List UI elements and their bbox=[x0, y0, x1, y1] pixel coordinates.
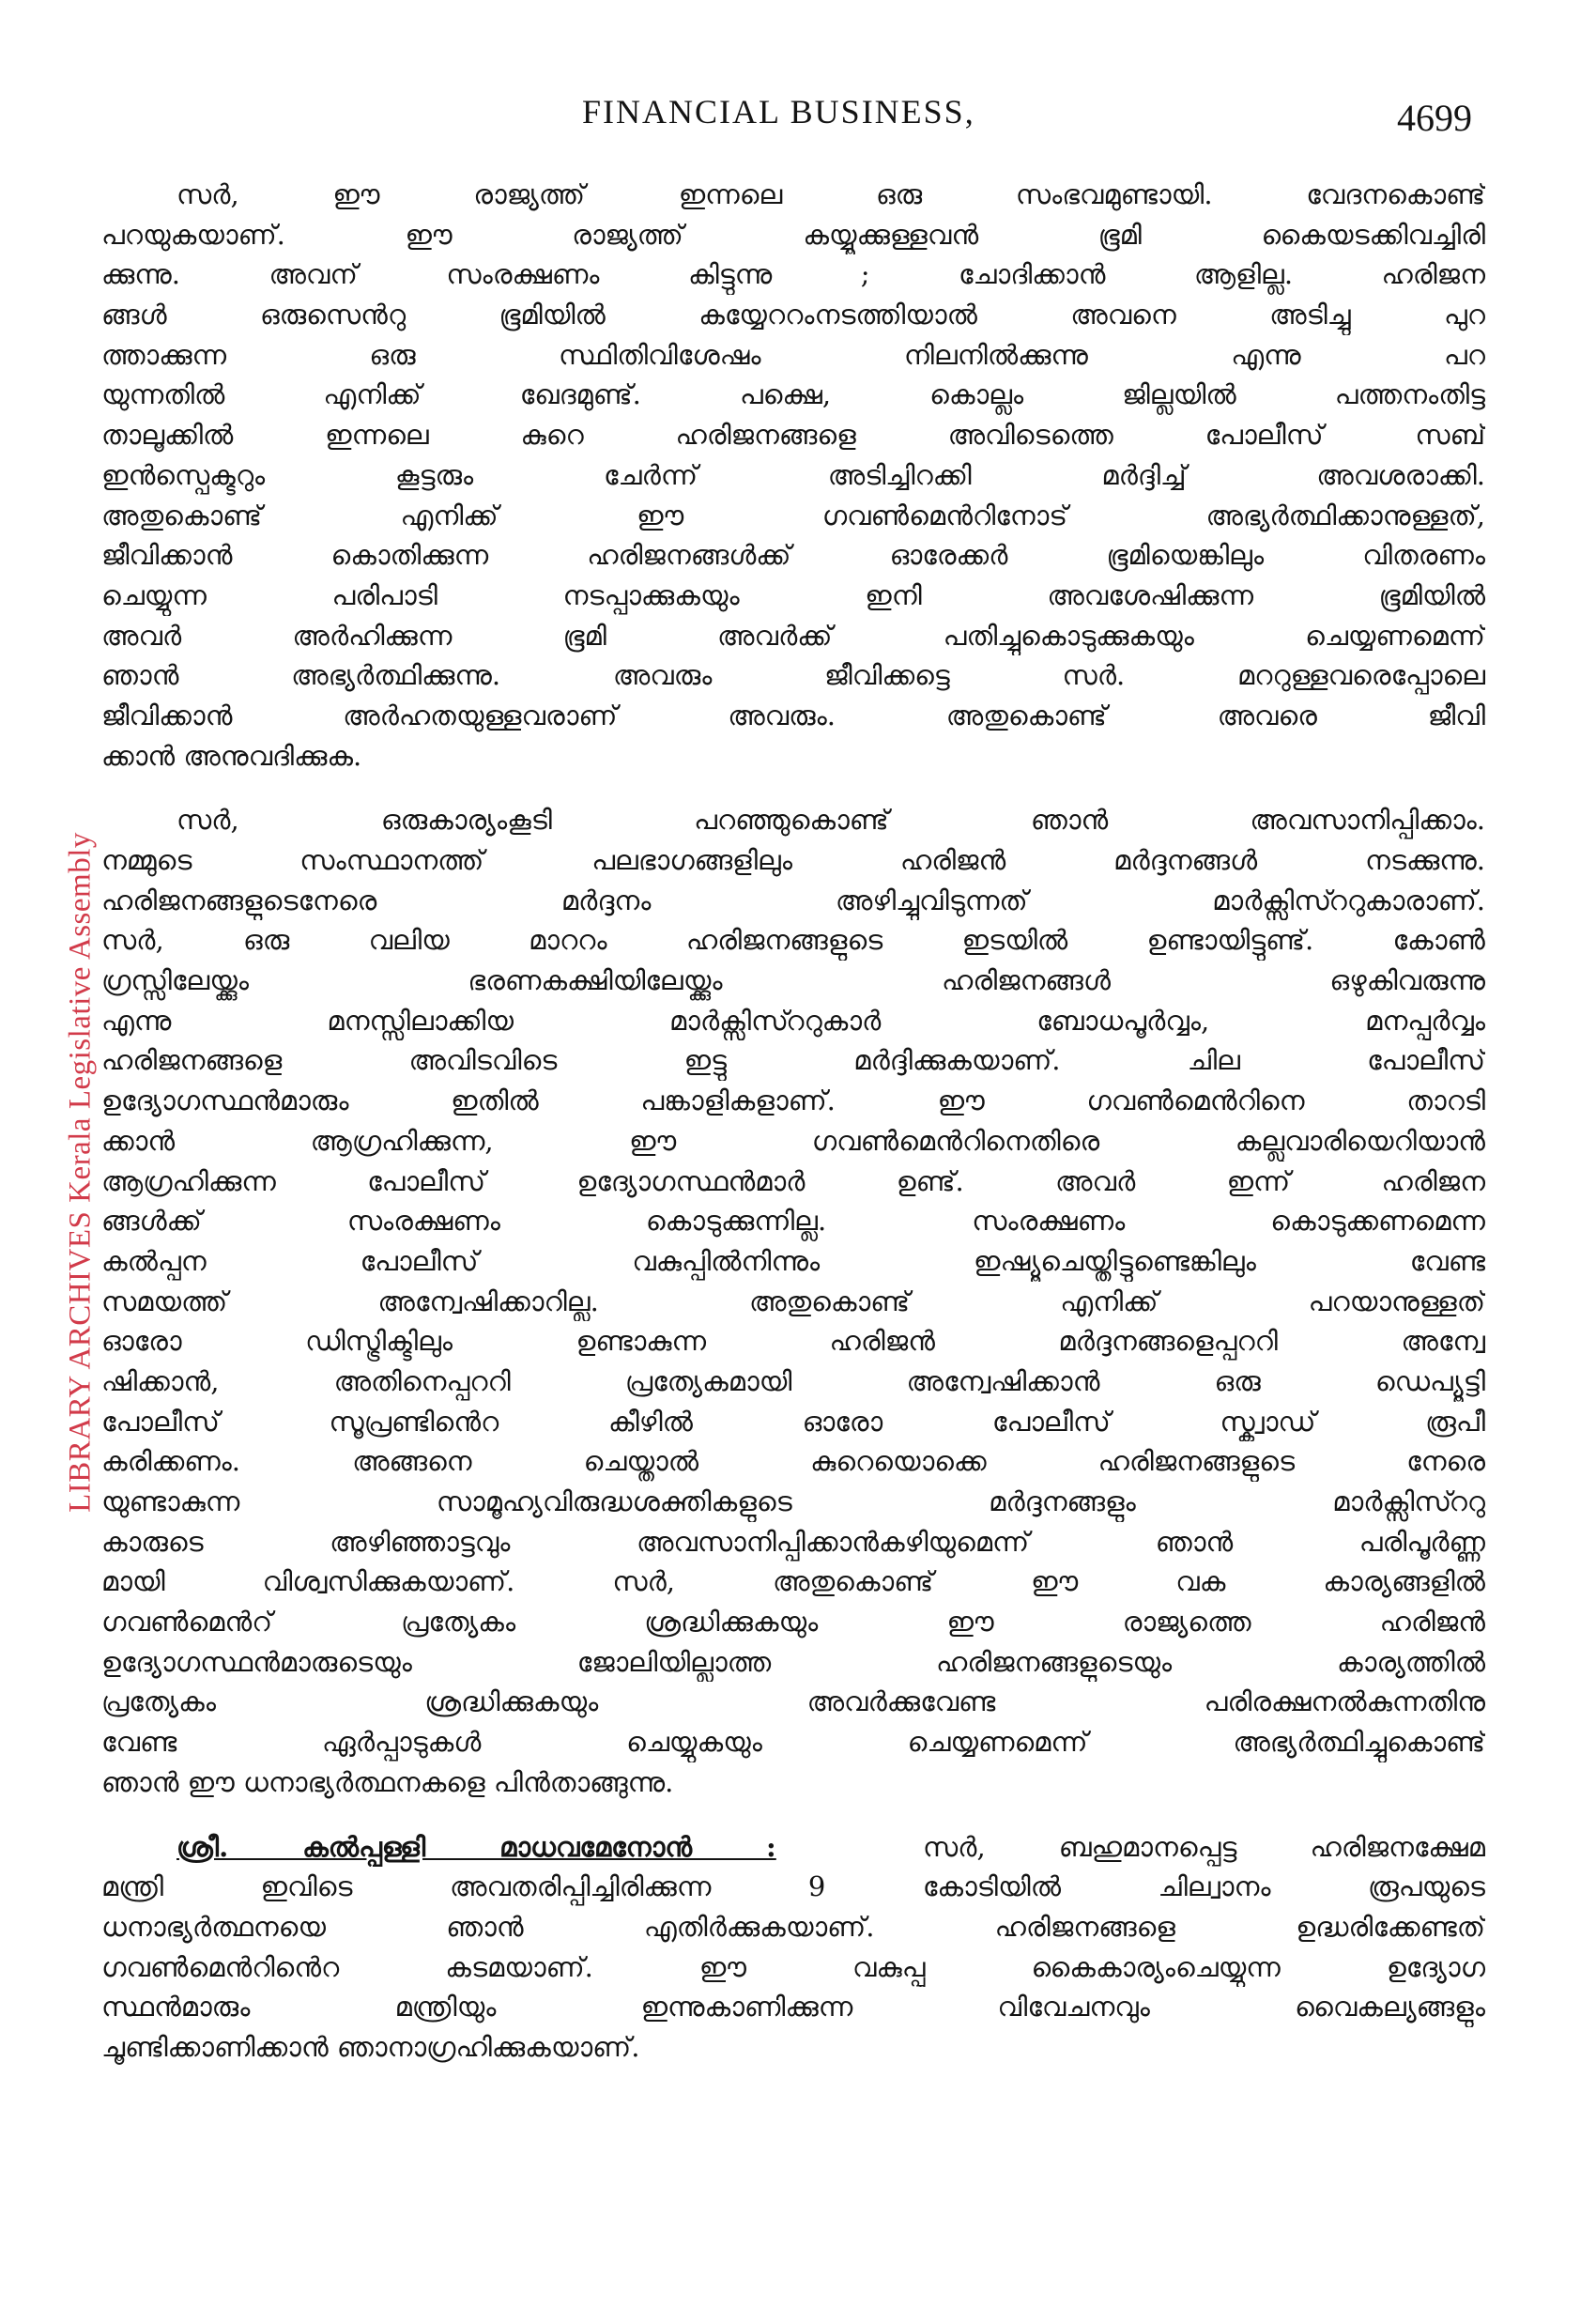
text-line: യുണ്ടാകുന്ന സാമൂഹ്യവിരുദ്ധശക്തികളുടെ മർദ്ദനങ്ങളും മാർക്സിസ്ററു bbox=[101, 1485, 1485, 1517]
text-line: യുന്നതിൽ എനിക്ക് ഖേദമുണ്ട്. പക്ഷെ, കൊല്ലം ജില്ലയിൽ പത്തനംതിട്ട bbox=[101, 378, 1485, 411]
text-line: ഗ്രസ്സിലേയ്ക്കും ഭരണകക്ഷിയിലേയ്ക്കും ഹരിജനങ്ങൾ ഒഴുകിവരുന്നു bbox=[101, 964, 1485, 997]
text-line: പറയുകയാണ്. ഈ രാജ്യത്ത് കയ്യൂക്കുള്ളവൻ ഭൂമി കൈയടക്കിവച്ചിരി bbox=[101, 218, 1485, 251]
running-header bbox=[0, 92, 1596, 148]
text-line: ങ്ങൾ ഒരുസെൻറു ഭൂമിയിൽ കയ്യേററംനടത്തിയാൽ അവനെ അടിച്ചു പുറ bbox=[101, 299, 1485, 331]
text-line: ഉദ്യോഗസ്ഥൻമാരുടെയും ജോലിയില്ലാത്ത ഹരിജനങ്ങളുടെയും കാര്യത്തിൽ bbox=[101, 1645, 1485, 1678]
text-line: ജീവിക്കാൻ കൊതിക്കുന്ന ഹരിജനങ്ങൾക്ക് ഓരേക്കർ ഭൂമിയെങ്കിലും വിതരണം bbox=[101, 539, 1485, 572]
text-line: എന്നു മനസ്സിലാക്കിയ മാർക്സിസ്ററുകാർ ബോധപൂർവ്വം, മനപ്പൂർവ്വം bbox=[101, 1004, 1485, 1037]
paragraph bbox=[101, 800, 1485, 1802]
text-line: ഞാൻ അഭ്യർത്ഥിക്കുന്നു. അവരും ജീവിക്കട്ടെ സർ. മററുള്ളവരെപ്പോലെ bbox=[101, 659, 1485, 692]
text-line: പോലീസ് സൂപ്രണ്ടിൻെറ കീഴിൽ ഓരോ പോലീസ് സ്ക്വാഡ് രൂപീ bbox=[101, 1405, 1485, 1438]
text-line: സർ, ഒരുകാര്യംകൂടി പറഞ്ഞുകൊണ്ട് ഞാൻ അവസാനിപ്പിക്കാം. bbox=[176, 804, 1485, 837]
text-line: മായി വിശ്വസിക്കുകയാണ്. സർ, അതുകൊണ്ട് ഈ വക കാര്യങ്ങളിൽ bbox=[101, 1565, 1485, 1598]
text-line: മന്ത്രി ഇവിടെ അവതരിപ്പിച്ചിരിക്കുന്ന 9 കോടിയിൽ ചില്വാനം രൂപയുടെ bbox=[101, 1870, 1485, 1903]
text-line: ഗവൺമെൻറ് പ്രത്യേകം ശ്രദ്ധിക്കുകയും ഈ രാജ്യത്തെ ഹരിജൻ bbox=[101, 1606, 1485, 1639]
line-text: സർ, ബഹുമാനപ്പെട്ട ഹരിജനക്ഷേമ bbox=[922, 1830, 1485, 1863]
text-line: ജീവിക്കാൻ അർഹതയുള്ളവരാണ് അവരും. അതുകൊണ്ട് അവരെ ജീവി bbox=[101, 699, 1485, 731]
text-line: അവർ അർഹിക്കുന്ന ഭൂമി അവർക്ക് പതിച്ചുകൊടുക്കുകയും ചെയ്യണമെന്ന് bbox=[101, 619, 1485, 652]
text-line: സർ, ഒരു വലിയ മാററം ഹരിജനങ്ങളുടെ ഇടയിൽ ഉണ്ടായിട്ടുണ്ട്. കോൺ bbox=[101, 924, 1485, 957]
text-line: ത്താക്കുന്ന ഒരു സ്ഥിതിവിശേഷം നിലനിൽക്കുന്നു എന്നു പറ bbox=[101, 338, 1485, 371]
text-line: ക്കുന്നു. അവന് സംരക്ഷണം കിട്ടുന്നു ; ചോദിക്കാൻ ആളില്ല. ഹരിജന bbox=[101, 258, 1485, 291]
text-line: ഗവൺമെൻറിൻെറ കടമയാണ്. ഈ വകുപ്പു കൈകാര്യംചെയ്യുന്ന ഉദ്യോഗ bbox=[101, 1950, 1485, 1983]
text-line: കാരുടെ അഴിഞ്ഞാട്ടവും അവസാനിപ്പിക്കാൻകഴിയുമെന്ന് ഞാൻ പരിപൂർണ്ണ bbox=[101, 1525, 1485, 1558]
text-line: ഞാൻ ഈ ധനാഭ്യർത്ഥനകളെ പിൻതാങ്ങുന്നു. bbox=[101, 1765, 674, 1798]
text-line: സമയത്ത് അന്വേഷിക്കാറില്ല. അതുകൊണ്ട് എനിക്ക് പറയാനുള്ളത് bbox=[101, 1285, 1485, 1317]
text-line: ഇൻസ്പെക്ടറും കൂട്ടരും ചേർന്ന് അടിച്ചിറക്കി മർദ്ദിച്ച് അവശരാക്കി. bbox=[101, 458, 1485, 491]
text-line: ധനാഭ്യർത്ഥനയെ ഞാൻ എതിർക്കുകയാണ്. ഹരിജനങ്ങളെ ഉദ്ധരിക്കേണ്ടത് bbox=[101, 1910, 1485, 1943]
text-line: പ്രത്യേകം ശ്രദ്ധിക്കുകയും അവർക്കുവേണ്ട പരിരക്ഷനൽകുന്നതിനു bbox=[101, 1685, 1485, 1718]
text-line: ആഗ്രഹിക്കുന്ന പോലീസ് ഉദ്യോഗസ്ഥൻമാർ ഉണ്ട്. അവർ ഇന്ന് ഹരിജന bbox=[101, 1164, 1485, 1197]
text-line: ഉദ്യോഗസ്ഥൻമാരും ഇതിൽ പങ്കാളികളാണ്. ഈ ഗവൺമെൻറിനെ താറടി bbox=[101, 1085, 1485, 1117]
text-line: ക്കാൻ അനുവദിക്കുക. bbox=[101, 739, 362, 772]
text-line: ചെയ്യുന്ന പരിപാടി നടപ്പാക്കുകയും ഇനി അവശേഷിക്കുന്ന ഭൂമിയിൽ bbox=[101, 578, 1485, 611]
text-line: ചൂണ്ടിക്കാണിക്കാൻ ഞാനാഗ്രഹിക്കുകയാണ്. bbox=[101, 2030, 640, 2063]
text-line: കൽപ്പന പോലീസ് വകുപ്പിൽനിന്നും ഇഷ്യൂചെയ്തിട്ടുണ്ടെങ്കിലും വേണ്ട bbox=[101, 1244, 1485, 1277]
header-title: FINANCIAL BUSINESS, bbox=[582, 93, 975, 131]
archive-watermark: LIBRARY ARCHIVES Kerala Legislative Assembly bbox=[63, 832, 98, 1513]
paragraph bbox=[101, 1827, 1485, 2068]
text-line: ഹരിജനങ്ങളെ അവിടവിടെ ഇട്ടു മർദ്ദിക്കുകയാണ്. ചില പോലീസ് bbox=[101, 1044, 1485, 1077]
text-line: സ്ഥൻമാരും മന്ത്രിയും ഇന്നുകാണിക്കുന്ന വിവേചനവും വൈകല്യങ്ങളും bbox=[101, 1991, 1485, 2023]
text-line: കരിക്കണം. അങ്ങനെ ചെയ്താൽ കുറെയൊക്കെ ഹരിജനങ്ങളുടെ നേരെ bbox=[101, 1445, 1485, 1478]
text-line: അതുകൊണ്ട് എനിക്ക് ഈ ഗവൺമെൻറിനോട് അഭ്യർത്ഥിക്കാനുള്ളത്, bbox=[101, 499, 1485, 531]
text-line bbox=[101, 1827, 1485, 1868]
text-line: വേണ്ട ഏർപ്പാടുകൾ ചെയ്യുകയും ചെയ്യണമെന്ന് അഭ്യർത്ഥിച്ചുകൊണ്ട് bbox=[101, 1726, 1485, 1759]
page-number: 4699 bbox=[1397, 97, 1472, 139]
text-line: നമ്മുടെ സംസ്ഥാനത്ത് പലഭാഗങ്ങളിലും ഹരിജൻ മർദ്ദനങ്ങൾ നടക്കുന്നു. bbox=[101, 844, 1485, 876]
text-line: ഷിക്കാൻ, അതിനെപ്പററി പ്രത്യേകമായി അന്വേഷിക്കാൻ ഒരു ഡെപ്യൂട്ടി bbox=[101, 1364, 1485, 1397]
text-line: ഓരോ ഡിസ്ട്രിക്ടിലും ഉണ്ടാകുന്ന ഹരിജൻ മർദ്ദനങ്ങളെപ്പററി അന്വേ bbox=[101, 1325, 1485, 1358]
text-line: താലൂക്കിൽ ഇന്നലെ കുറെ ഹരിജനങ്ങളെ അവിടെത്തെ പോലീസ് സബ് bbox=[101, 419, 1485, 452]
text-line: ഹരിജനങ്ങളുടെനേരെ മർദ്ദനം അഴിച്ചുവിടുന്നത് മാർക്സിസ്ററുകാരാണ്. bbox=[101, 884, 1485, 916]
body-text bbox=[101, 175, 1485, 2092]
speaker-name: ശ്രീ. കൽപ്പള്ളി മാധവമേനോൻ : bbox=[176, 1830, 776, 1863]
text-line: ങ്ങൾക്ക് സംരക്ഷണം കൊടുക്കുന്നില്ല. സംരക്ഷണം കൊടുക്കണമെന്ന bbox=[101, 1205, 1485, 1238]
text-line: ക്കാൻ ആഗ്രഹിക്കുന്ന, ഈ ഗവൺമെൻറിനെതിരെ കല്ലുവാരിയെറിയാൻ bbox=[101, 1124, 1485, 1157]
text-line: സർ, ഈ രാജ്യത്ത് ഇന്നലെ ഒരു സംഭവമുണ്ടായി. വേദനകൊണ്ട് bbox=[176, 178, 1485, 210]
paragraph bbox=[101, 175, 1485, 776]
